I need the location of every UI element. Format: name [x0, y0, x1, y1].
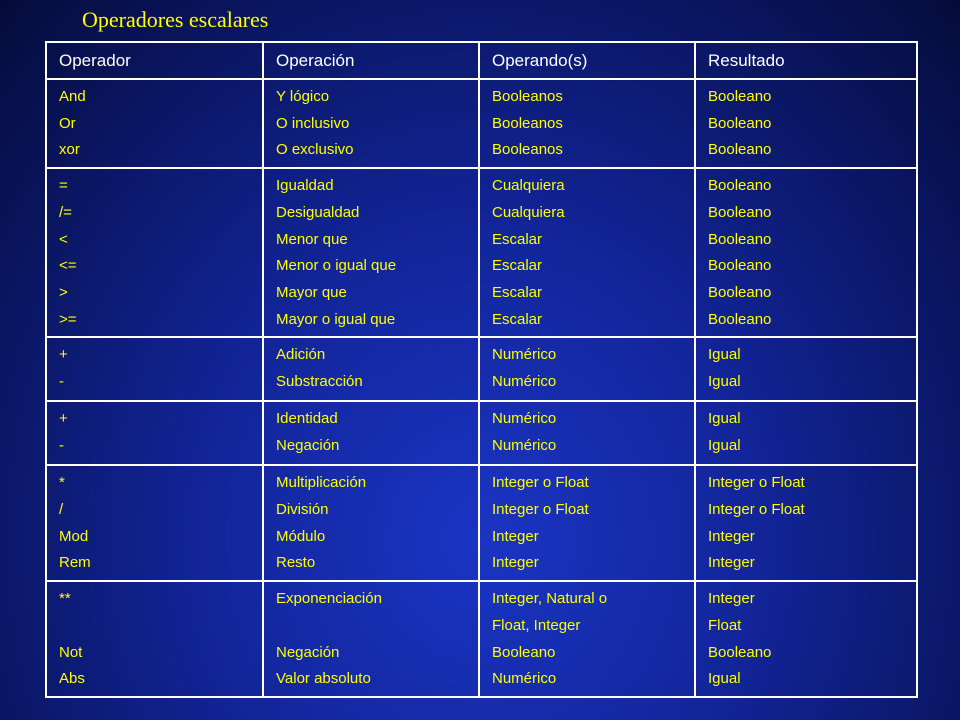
resultado-line: Booleano: [708, 203, 772, 221]
operacion-line: Resto: [276, 554, 316, 572]
resultado-line: Igual: [708, 437, 741, 455]
operador-line: -: [59, 437, 64, 455]
operacion-line: Igualdad: [276, 177, 334, 195]
operacion-line: Negación: [276, 437, 340, 455]
operador-line: <=: [59, 257, 77, 275]
cell-operandos: [479, 337, 695, 401]
operandos-line: Integer o Float: [492, 474, 589, 492]
operacion-line: Identidad: [276, 410, 338, 428]
cell-resultado: [695, 581, 917, 697]
cell-operador: [46, 337, 263, 401]
operador-line: Rem: [59, 554, 91, 572]
operador-line: Or: [59, 114, 76, 132]
operacion-line: Negación: [276, 643, 340, 661]
cell-operandos: [479, 465, 695, 581]
operador-line: /: [59, 501, 64, 519]
operador-line: Mod: [59, 527, 89, 545]
operador-line: Abs: [59, 670, 85, 688]
operandos-line: Numérico: [492, 437, 557, 455]
operador-line: >=: [59, 310, 77, 328]
resultado-line: Float: [708, 616, 742, 634]
operandos-line: Numérico: [492, 410, 557, 428]
header-resultado: Resultado: [695, 42, 917, 79]
operacion-line: Desigualdad: [276, 203, 360, 221]
operacion-line: Exponenciación: [276, 590, 382, 608]
operandos-line: Booleanos: [492, 88, 563, 105]
operacion-line: Menor que: [276, 230, 348, 248]
operacion-line: Módulo: [276, 527, 326, 545]
resultado-line: Booleano: [708, 114, 772, 132]
operacion-line: Multiplicación: [276, 474, 367, 492]
operador-line: xor: [59, 141, 80, 159]
cell-operador: [46, 79, 263, 168]
cell-resultado: [695, 337, 917, 401]
operandos-line: Numérico: [492, 670, 557, 688]
resultado-line: Booleano: [708, 643, 772, 661]
cell-operacion: [263, 337, 479, 401]
resultado-line: Igual: [708, 373, 741, 391]
header-operador: Operador: [46, 42, 263, 79]
table-row: [46, 581, 917, 697]
operandos-line: Booleanos: [492, 114, 563, 132]
operador-line: *: [59, 474, 65, 492]
operandos-line: Integer: [492, 527, 539, 545]
resultado-line: Booleano: [708, 283, 772, 301]
cell-operacion: [263, 465, 479, 581]
resultado-line: Integer: [708, 554, 755, 572]
operador-line: >: [59, 283, 68, 301]
operador-line: =: [59, 177, 68, 195]
operandos-line: Escalar: [492, 257, 543, 275]
operacion-line: Menor o igual que: [276, 257, 397, 275]
operandos-line: Booleanos: [492, 141, 563, 159]
operacion-line: Mayor que: [276, 283, 347, 301]
table-row: [46, 465, 917, 581]
operador-line: Not: [59, 643, 83, 661]
resultado-line: Integer: [708, 590, 755, 608]
operador-line: +: [59, 410, 68, 428]
operador-line: +: [59, 346, 68, 364]
operacion-line: Mayor o igual que: [276, 310, 396, 328]
operador-line: -: [59, 373, 64, 391]
resultado-line: Integer o Float: [708, 474, 805, 492]
cell-resultado: [695, 465, 917, 581]
table-row: [46, 168, 917, 337]
operators-table: [45, 41, 918, 698]
cell-operacion: [263, 79, 479, 168]
operacion-line: [276, 613, 478, 640]
operandos-line: Cualquiera: [492, 177, 565, 195]
resultado-line: Igual: [708, 670, 741, 688]
resultado-line: Igual: [708, 410, 741, 428]
operandos-line: Cualquiera: [492, 203, 565, 221]
operador-line: /=: [59, 203, 72, 221]
operandos-line: Booleano: [492, 643, 556, 661]
operacion-line: O inclusivo: [276, 114, 350, 132]
resultado-line: Booleano: [708, 230, 772, 248]
cell-operador: [46, 465, 263, 581]
operacion-line: O exclusivo: [276, 141, 354, 159]
slide-title: Operadores escalares: [82, 7, 269, 32]
cell-operandos: [479, 168, 695, 337]
operador-line: **: [59, 590, 71, 608]
resultado-line: Booleano: [708, 88, 772, 105]
operandos-line: Numérico: [492, 373, 557, 391]
operacion-line: Adición: [276, 346, 326, 364]
cell-operacion: [263, 168, 479, 337]
operador-line: And: [59, 88, 86, 105]
operandos-line: Integer o Float: [492, 501, 589, 519]
operandos-line: Numérico: [492, 346, 557, 364]
operacion-line: Substracción: [276, 373, 363, 391]
cell-resultado: [695, 168, 917, 337]
table-row: [46, 79, 917, 168]
cell-operacion: [263, 581, 479, 697]
operandos-line: Escalar: [492, 310, 543, 328]
resultado-line: Booleano: [708, 141, 772, 159]
cell-operador: [46, 581, 263, 697]
header-operandos: Operando(s): [479, 42, 695, 79]
operandos-line: Float, Integer: [492, 616, 581, 634]
cell-operandos: [479, 581, 695, 697]
resultado-line: Integer o Float: [708, 501, 805, 519]
cell-resultado: [695, 79, 917, 168]
resultado-line: Booleano: [708, 310, 772, 328]
cell-operandos: [479, 401, 695, 465]
operandos-line: Integer: [492, 554, 539, 572]
cell-operador: [46, 401, 263, 465]
table-header-row: [46, 42, 917, 79]
operacion-line: Valor absoluto: [276, 670, 371, 688]
cell-operandos: [479, 79, 695, 168]
cell-resultado: [695, 401, 917, 465]
table-row: [46, 337, 917, 401]
operandos-line: Escalar: [492, 283, 543, 301]
operacion-line: Y lógico: [276, 88, 330, 105]
operacion-line: División: [276, 501, 329, 519]
resultado-line: Booleano: [708, 177, 772, 195]
header-operacion: Operación: [263, 42, 479, 79]
resultado-line: Integer: [708, 527, 755, 545]
operador-line: <: [59, 230, 68, 248]
operandos-line: Integer, Natural o: [492, 590, 608, 608]
resultado-line: Booleano: [708, 257, 772, 275]
cell-operador: [46, 168, 263, 337]
operandos-line: Escalar: [492, 230, 543, 248]
table-row: [46, 401, 917, 465]
table-body: [46, 79, 917, 697]
cell-operacion: [263, 401, 479, 465]
operador-line: [59, 613, 262, 640]
resultado-line: Igual: [708, 346, 741, 364]
